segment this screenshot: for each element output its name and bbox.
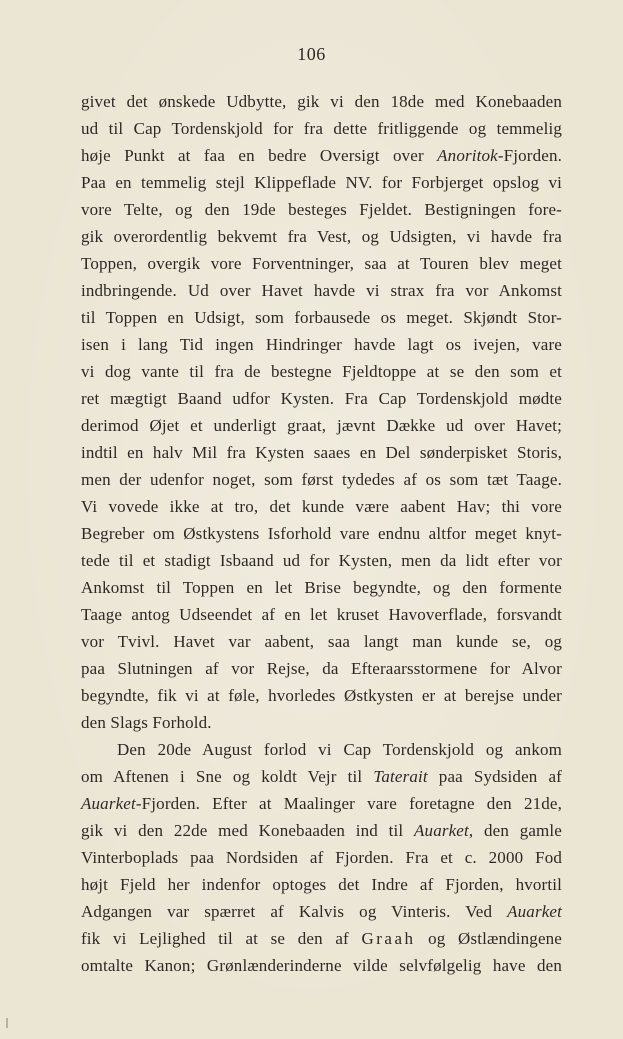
text-line (81, 169, 562, 196)
text-segment: og Østlændingene (415, 929, 563, 948)
text-segment: Begreber om Østkystens Isforhold vare endnu altfor meget knyt- (81, 524, 562, 543)
text-segment: -Fjorden. (497, 146, 562, 165)
body-text (81, 88, 562, 979)
text-segment: isen i lang Tid ingen Hindringer havde lagt os ivejen, vare (81, 335, 562, 354)
text-segment: derimod Øjet et underligt graat, jævnt Dække ud over Havet; (81, 416, 562, 435)
italic-place-name: Auarket (507, 902, 562, 921)
text-segment: til Toppen en Udsigt, som forbausede os meget. Skjøndt Stor- (81, 308, 562, 327)
text-segment: ret mægtigt Baand udfor Kysten. Fra Cap Tordenskjold mødte (81, 389, 562, 408)
text-segment: indtil en halv Mil fra Kysten saaes en Del sønderpisket Storis, (81, 443, 562, 462)
text-segment: fik vi Lejlighed til at se den af (81, 929, 362, 948)
page-number: 106 (297, 44, 326, 64)
text-segment: gik overordentlig bekvemt fra Vest, og Udsigten, vi havde fra (81, 227, 562, 246)
text-line (81, 682, 562, 709)
text-line (81, 88, 562, 115)
page-edge-mark (6, 1018, 8, 1028)
text-line (81, 223, 562, 250)
text-segment: Taage antog Udseendet af en let kruset Havoverflade, forsvandt (81, 605, 562, 624)
text-line (81, 790, 562, 817)
text-line (81, 331, 562, 358)
text-segment: om Aftenen i Sne og koldt Vejr til (81, 767, 374, 786)
text-line (81, 817, 562, 844)
text-segment: , den gamle (468, 821, 562, 840)
italic-place-name: Auarket (414, 821, 469, 840)
text-line (81, 547, 562, 574)
text-segment: paa Slutningen af vor Rejse, da Efteraarsstormene for Alvor (81, 659, 562, 678)
italic-place-name: Anoritok (437, 146, 498, 165)
text-line (81, 358, 562, 385)
text-line (81, 493, 562, 520)
text-segment: Adgangen var spærret af Kalvis og Vinteris. Ved (81, 902, 508, 921)
text-segment: omtalte Kanon; Grønlænderinderne vilde selvfølgelig have den (81, 956, 562, 975)
text-segment: indbringende. Ud over Havet havde vi strax fra vor Ankomst (81, 281, 562, 300)
text-line (81, 277, 562, 304)
text-segment: ud til Cap Tordenskjold for fra dette fritliggende og temmelig (81, 119, 562, 138)
text-segment: paa Sydsiden af (427, 767, 562, 786)
text-line (81, 871, 562, 898)
text-line (81, 574, 562, 601)
text-segment: tede til et stadigt Isbaand ud for Kysten, men da lidt efter vor (81, 551, 562, 570)
text-segment: vor Tvivl. Havet var aabent, saa langt man kunde se, og (81, 632, 562, 651)
text-segment: den Slags Forhold. (81, 713, 212, 732)
text-segment: -Fjorden. Efter at Maalinger vare foretagne den 21de, (135, 794, 562, 813)
text-line (81, 898, 562, 925)
text-line (81, 736, 562, 763)
text-line (81, 520, 562, 547)
text-segment: høje Punkt at faa en bedre Oversigt over (81, 146, 438, 165)
text-segment: begyndte, fik vi at føle, hvorledes Østkysten er at berejse under (81, 686, 562, 705)
text-segment: men der udenfor noget, som først tydedes af os som tæt Taage. (81, 470, 562, 489)
text-segment: Toppen, overgik vore Forventninger, saa at Touren blev meget (81, 254, 562, 273)
text-segment: Paa en temmelig stejl Klippeflade NV. for Forbjerget opslog vi (81, 173, 562, 192)
text-line (81, 196, 562, 223)
text-line (81, 466, 562, 493)
text-line (81, 763, 562, 790)
text-line (81, 925, 562, 952)
text-segment: Den 20de August forlod vi Cap Tordenskjold og ankom (117, 740, 562, 759)
text-line (81, 304, 562, 331)
text-segment: givet det ønskede Udbytte, gik vi den 18de med Konebaaden (81, 92, 562, 111)
spaced-name: Graah (361, 929, 416, 948)
italic-place-name: Taterait (373, 767, 428, 786)
text-segment: gik vi den 22de med Konebaaden ind til (81, 821, 415, 840)
text-line (81, 250, 562, 277)
text-line (81, 115, 562, 142)
text-line (81, 385, 562, 412)
text-line (81, 601, 562, 628)
text-segment: højt Fjeld her indenfor optoges det Indre af Fjorden, hvortil (81, 875, 562, 894)
text-segment: Vi vovede ikke at tro, det kunde være aabent Hav; thi vore (81, 497, 562, 516)
text-line (81, 655, 562, 682)
text-segment: Ankomst til Toppen en let Brise begyndte, og den formente (81, 578, 562, 597)
text-line (81, 412, 562, 439)
text-segment: vore Telte, og den 19de besteges Fjeldet. Bestigningen fore- (81, 200, 562, 219)
text-segment: Vinterboplads paa Nordsiden af Fjorden. Fra et c. 2000 Fod (81, 848, 562, 867)
text-line (81, 142, 562, 169)
text-segment: vi dog vante til fra de bestegne Fjeldtoppe at se den som et (81, 362, 562, 381)
text-line (81, 844, 562, 871)
text-line (81, 709, 562, 736)
text-line (81, 952, 562, 979)
italic-place-name: Auarket (81, 794, 136, 813)
text-line (81, 628, 562, 655)
text-line (81, 439, 562, 466)
